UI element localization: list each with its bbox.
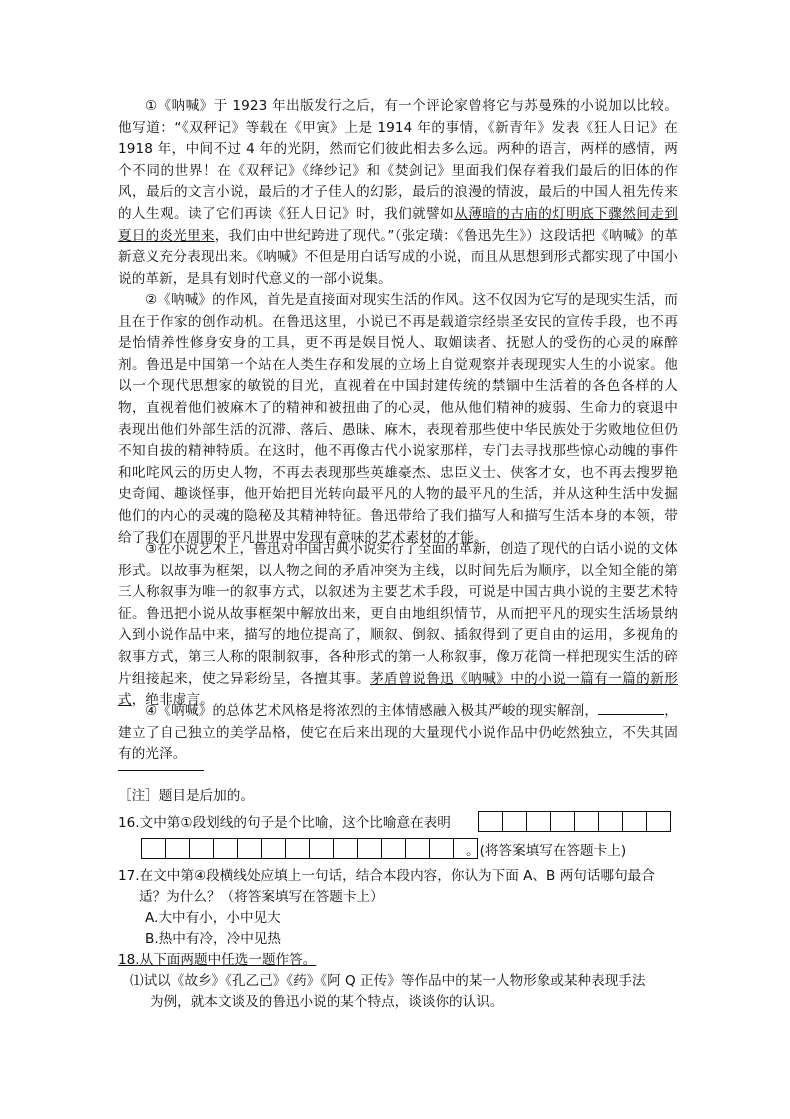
answer-box[interactable] — [285, 838, 310, 859]
question-17-option-b: B.热中有冷，冷中见热 — [145, 931, 281, 947]
question-16-line-1: 16.文中第①段划线的句子是个比喻，这个比喻意在表明 — [118, 815, 451, 831]
question-18-line-1: 18.从下面两题中任选一题作答。 — [118, 952, 317, 968]
answer-box[interactable] — [478, 811, 503, 832]
answer-box[interactable] — [165, 838, 190, 859]
question-17-option-a: A.大中有小，小中见大 — [145, 910, 281, 926]
question-17-line-1: 17.在文中第④段横线处应填上一句话，结合本段内容，你认为下面 A、B 两句话哪句最合 — [118, 868, 655, 884]
answer-box[interactable] — [526, 811, 551, 832]
answer-box[interactable] — [550, 811, 575, 832]
paragraph-4-text-a: ④《呐喊》的总体艺术风格是将浓烈的主体情感融入极其严峻的现实解剖， — [145, 703, 599, 719]
answer-box[interactable] — [381, 838, 406, 859]
question-16-line-2: 。(将答案填写在答题卡上) — [466, 843, 627, 859]
answer-box[interactable] — [502, 811, 527, 832]
paragraph-2: ②《呐喊》的作风，首先是直接面对现实生活的作风。这不仅因为它写的是现实生活，而且在于作家的创作动机。在鲁迅这里，小说已不再是载道宗经崇圣安民的宣传手段，也不再是怡情养性修身安身的工具，更不再是娱目悦人、取媚读者、抚慰人的受伤的心灵的麻醉剂。鲁迅是中国第一个站在人类生存和发展的立场上自觉观察并表现现实人生的小说家。他以一个现代思想家的敏锐的目光，直视着在中国封建传统的禁锢中生活着的各色各样的人物，直视着他们被麻木了的精神和被扭曲了的心灵，他从他们精神的疲弱、生命力的衰退中表现出他们外部生活的沉滞、落后、愚昧、麻木，表现着那些使中华民族处于劣败地位但仍不知自拔的精神特质。在这时，他不再像古代小说家那样，专门去寻找那些惊心动魄的事件和叱咤风云的历史人物，不再去表现那些英雄豪杰、忠臣义士、侠客才女，也不再去搜罗艳史奇闻、趣谈怪事，他开始把目光转向最平凡的人物的最平凡的生活，并从这种生活中发掘他们的内心的灵魂的隐秘及其精神特征。鲁迅带给了我们描写人和描写生活本身的本领，带给了我们在周围的平凡世界中发现有意味的艺术素材的才能。 — [118, 292, 678, 546]
answer-box[interactable] — [574, 811, 599, 832]
paragraph-1-text-a: ①《呐喊》于 1923 年出版发行之后，有一个评论家曾将它与苏曼殊的小说加以比较。他写道：“《双秤记》等载在《甲寅》上是 1914 年的事情，《新青年》发表《狂人日记》在 1918 年，中间不过 4 年的光阴，然而它们彼此相去多么远。两种的语言，两样的感情，两个不同的世界！在《双秤记》《绛纱记》和《焚剑记》里面我们保存着我们最后的旧体的作风，最后的文言小说，最后的才子佳人的幻影，最后的浪漫的情波，最后的中国人祖先传来的人生观。读了它们再读《狂人日记》时，我们就譬如 — [118, 98, 678, 222]
answer-box[interactable] — [646, 811, 671, 832]
paragraph-4-text-b: ，建立了自己独立的美学品格，使它在后来出现的大量现代小说作品中仍屹然独立，不失其固有的光泽。 — [118, 703, 678, 763]
answer-boxes-row-1[interactable] — [478, 811, 670, 832]
paragraph-4 — [118, 700, 678, 766]
question-18-subquestion-1-line-2: 为例，就本文谈及的鲁迅小说的某个特点，谈谈你的认识。 — [150, 994, 504, 1010]
paragraph-3 — [118, 539, 678, 712]
paragraph-3-underlined-sentence: 茅盾曾说鲁迅《呐喊》中的小说一篇有一篇的新形式 — [118, 670, 678, 709]
answer-box[interactable] — [189, 838, 214, 859]
answer-box[interactable] — [333, 838, 358, 859]
answer-box[interactable] — [213, 838, 238, 859]
answer-box[interactable] — [357, 838, 382, 859]
answer-box[interactable] — [405, 838, 430, 859]
fill-in-blank[interactable] — [598, 700, 664, 715]
answer-box[interactable] — [309, 838, 334, 859]
footnote-divider — [118, 770, 204, 771]
paragraph-1-text-b: ，我们由中世纪跨进了现代。”（张定璜：《鲁迅先生》）这段话把《呐喊》的革新意义充分表现出来。《呐喊》不但是用白话写成的小说，而且从思想到形式都实现了中国小说的革新，是具有划时代意义的一部小说集。 — [118, 227, 678, 287]
answer-box[interactable] — [429, 838, 454, 859]
question-18-subquestion-1-line-1: ⑴试以《故乡》《孔乙己》《药》《阿 Q 正传》等作品中的某一人物形象或某种表现手法 — [130, 973, 646, 989]
paragraph-1 — [118, 96, 678, 290]
answer-boxes-row-2[interactable] — [141, 838, 477, 859]
footnote: ［注］题目是后加的。 — [118, 788, 254, 804]
paragraph-3-text-b: ，绝非虚言。 — [131, 692, 214, 709]
paragraph-1-underlined-sentence: 从薄暗的古庙的灯明底下骤然间走到夏日的炎光里来 — [118, 205, 678, 244]
answer-box[interactable] — [261, 838, 286, 859]
paragraph-3-text-a: ③在小说艺术上，鲁迅对中国古典小说实行了全面的革新，创造了现代的白话小说的文体形式。以故事为框架，以人物之间的矛盾冲突为主线，以时间先后为顺序，以全知全能的第三人称叙事为唯一的叙事方式，以叙述为主要艺术手段，可说是中国古典小说的主要艺术特征。鲁迅把小说从故事框架中解放出来，更自由地组织情节，从而把平凡的现实生活场景纳入到小说作品中来，描写的地位提高了，顺叙、倒叙、插叙得到了更自由的运用，多视角的叙事方式，第三人称的限制叙事，各种形式的第一人称叙事，像万花筒一样把现实生活的碎片组接起来，使之异彩纷呈，各擅其事。 — [118, 541, 678, 687]
answer-box[interactable] — [237, 838, 262, 859]
answer-box[interactable] — [622, 811, 647, 832]
question-17-line-2: 适？为什么？（将答案填写在答题卡上） — [139, 889, 384, 905]
answer-box[interactable] — [141, 838, 166, 859]
answer-box[interactable] — [598, 811, 623, 832]
